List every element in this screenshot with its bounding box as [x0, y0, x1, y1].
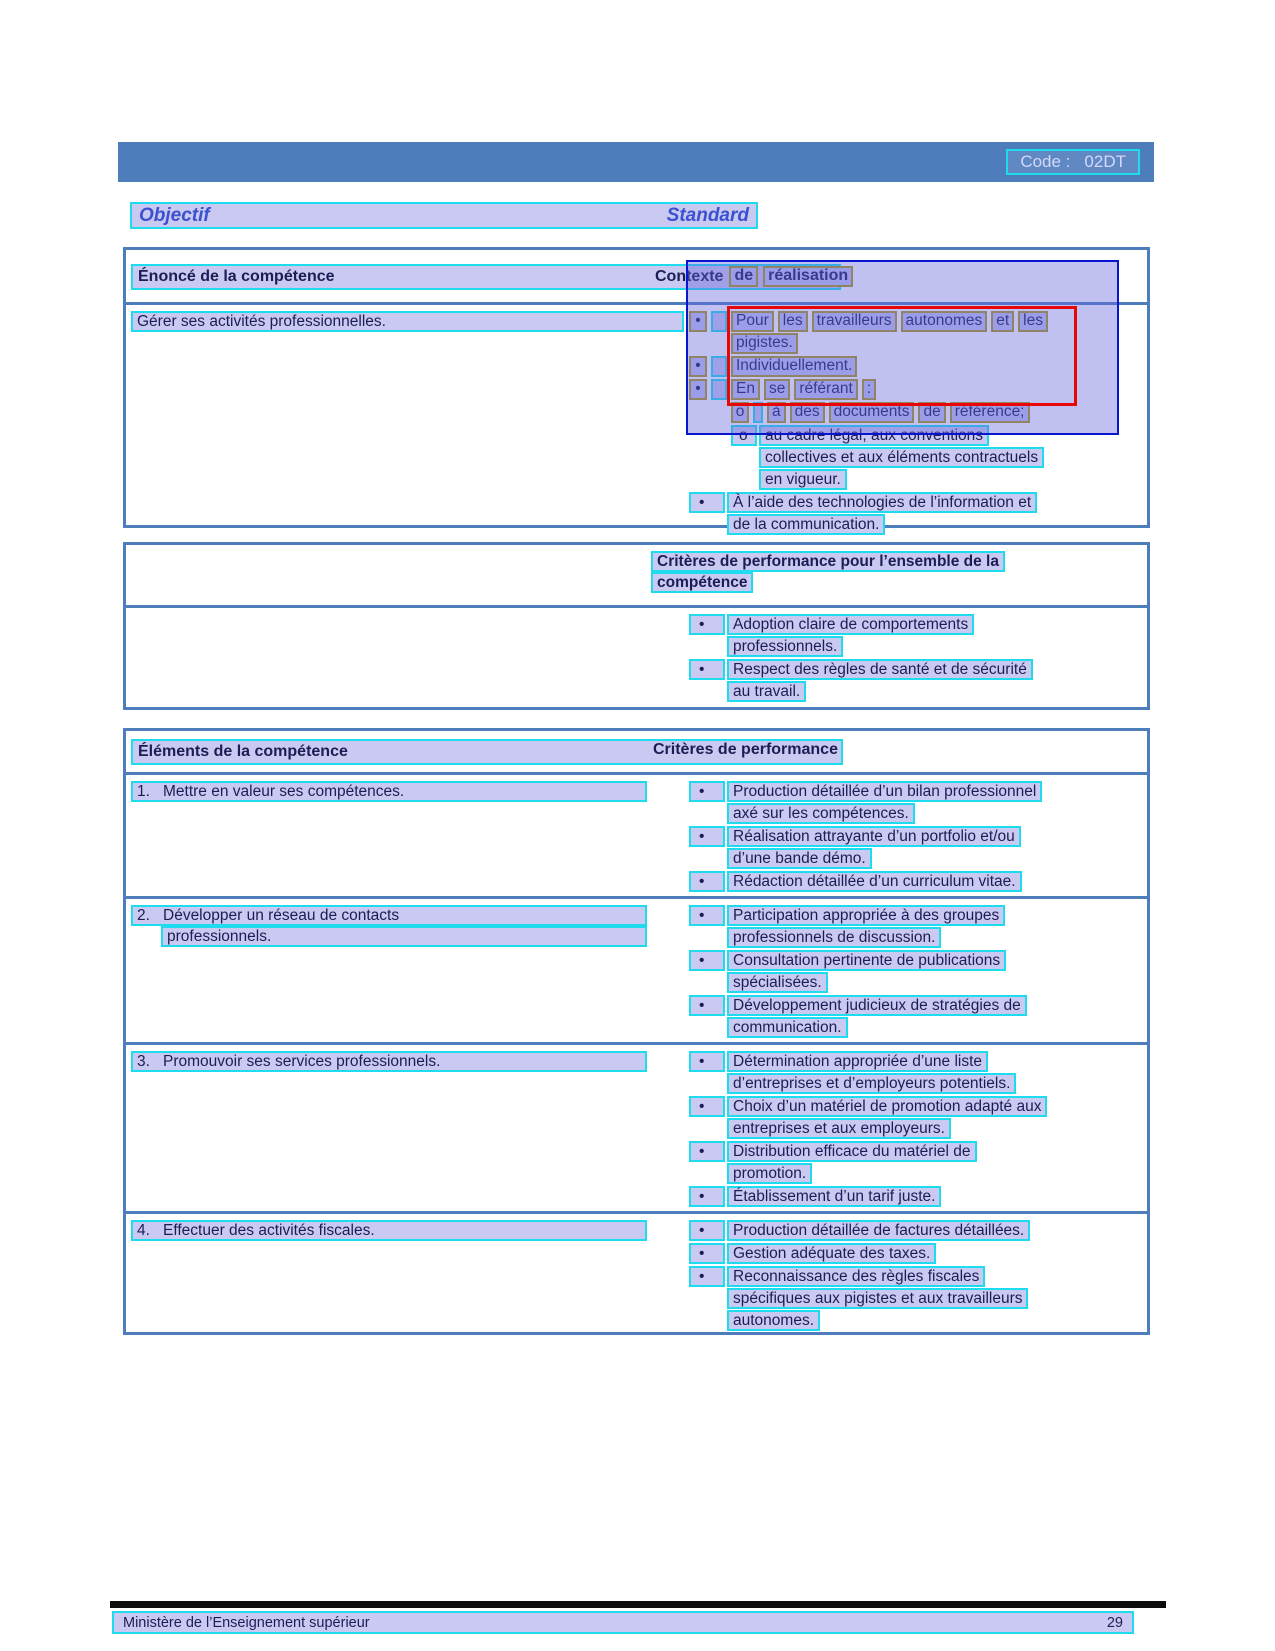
ocr-word: les — [1018, 311, 1048, 332]
ocr-line: spécialisées. — [727, 972, 828, 993]
bullet-item — [689, 614, 1147, 658]
bullet-item — [689, 950, 1147, 994]
criteres-cell — [650, 899, 1147, 1042]
footer-rule — [110, 1601, 1166, 1608]
bullet-lines — [759, 425, 1044, 491]
bullet-line — [727, 1186, 941, 1208]
bullet-icon: • — [689, 826, 725, 847]
bullet-item — [689, 1141, 1147, 1185]
criteres-cell — [650, 1214, 1147, 1340]
bullet-line — [727, 781, 1042, 803]
ocr-line: d’une bande démo. — [727, 848, 872, 869]
ocr-word: documents — [829, 402, 915, 423]
sub-bullet-icon: o — [731, 402, 749, 423]
code-value: 02DT — [1084, 152, 1126, 171]
bullet-item — [731, 425, 1147, 491]
bullet-line — [727, 972, 828, 994]
bullet-lines — [727, 1220, 1030, 1242]
table-row — [126, 775, 1147, 899]
ocr-line: communication. — [727, 1017, 848, 1038]
ocr-line: professionnels de discussion. — [727, 927, 941, 948]
col-header-criteres-text: Critères de performance — [653, 741, 838, 758]
sub-bullet-icon: o — [731, 425, 757, 446]
bullet-lines — [727, 871, 1022, 893]
bullet-item — [689, 826, 1147, 870]
col-header-contexte — [653, 266, 858, 287]
header-line — [651, 572, 1147, 593]
table2-body-row — [126, 608, 1147, 706]
bullet-line — [727, 636, 843, 658]
section-title-strip — [130, 202, 758, 229]
ocr-line: au cadre légal, aux conventions — [759, 425, 989, 446]
ocr-word-line — [731, 356, 861, 377]
item-text: Mettre en valeur ses compétences. — [163, 783, 405, 800]
item-text: Développer un réseau de contacts — [163, 907, 400, 924]
ocr-line: Développement judicieux de stratégies de — [727, 995, 1027, 1016]
ocr-line: Production détaillée de factures détaillées. — [727, 1220, 1030, 1241]
table1-header-strip — [131, 264, 849, 290]
ocr-word: travailleurs — [812, 311, 897, 332]
bullet-line — [727, 514, 885, 536]
col-header-criteres-ensemble — [650, 545, 1147, 605]
bullet-lines — [727, 492, 1037, 536]
bullet-line — [727, 826, 1021, 848]
bullet-line — [727, 1073, 1016, 1095]
ocr-line: axé sur les compétences. — [727, 803, 915, 824]
element-cell — [126, 899, 650, 1042]
ocr-word: : — [862, 379, 876, 400]
element-item — [131, 781, 647, 802]
element-cell — [126, 1045, 650, 1211]
bullet-item — [689, 1243, 1147, 1265]
bullet-icon: • — [689, 905, 725, 926]
code-badge — [1006, 149, 1140, 175]
ocr-line: Réalisation attrayante d’un portfolio et/ou — [727, 826, 1021, 847]
bullet-line — [727, 614, 974, 636]
bullet-lines — [727, 995, 1027, 1039]
header-bar — [118, 142, 1154, 182]
empty-cell — [126, 545, 650, 605]
bullet-lines — [731, 311, 1052, 355]
header-line — [651, 551, 1147, 572]
ocr-line: Participation appropriée à des groupes — [727, 905, 1005, 926]
ocr-word: se — [764, 379, 790, 400]
code-label: Code : — [1020, 152, 1071, 171]
bullet-lines — [727, 1186, 941, 1208]
standard-title: Standard — [666, 204, 749, 226]
bullet-icon: • — [689, 356, 707, 377]
item-text: Promouvoir ses services professionnels. — [163, 1053, 441, 1070]
bullet-icon: • — [689, 1243, 725, 1264]
statement-cell — [126, 305, 650, 539]
bullet-line — [759, 469, 847, 491]
ocr-line: Rédaction détaillée d’un curriculum vitae. — [727, 871, 1022, 892]
criteres-cell — [650, 775, 1147, 896]
bullet-item — [689, 1096, 1147, 1140]
bullet-line — [727, 1051, 988, 1073]
ocr-line: Production détaillée d’un bilan professionnel — [727, 781, 1042, 802]
col-header-criteres — [653, 741, 838, 759]
item-text: Effectuer des activités fiscales. — [163, 1222, 375, 1239]
bullet-item — [689, 1266, 1147, 1332]
bullet-icon: • — [689, 871, 725, 892]
ocr-word: et — [991, 311, 1014, 332]
bullet-line — [727, 803, 915, 825]
bullet-line — [727, 950, 1006, 972]
ocr-word-line — [767, 402, 1034, 423]
ocr-word: des — [790, 402, 825, 423]
ocr-line: professionnels. — [727, 636, 843, 657]
bullet-icon: • — [689, 1266, 725, 1287]
bullet-lines — [727, 826, 1021, 870]
element-item — [131, 1051, 647, 1072]
bullet-line — [727, 1288, 1028, 1310]
ocr-line: Gestion adéquate des taxes. — [727, 1243, 936, 1264]
criteres-cell — [650, 1045, 1147, 1211]
bullet-line — [727, 1163, 812, 1185]
bullet-line — [727, 927, 941, 949]
criteres-ensemble-table — [123, 542, 1150, 710]
bullet-lines — [727, 1266, 1028, 1332]
ocr-line: Reconnaissance des règles fiscales — [727, 1266, 985, 1287]
bullet-line — [727, 1017, 848, 1039]
ocr-line: Détermination appropriée d’une liste — [727, 1051, 988, 1072]
ocr-line: entreprises et aux employeurs. — [727, 1118, 951, 1139]
item-number: 2. — [137, 907, 150, 924]
table3-header-strip — [131, 739, 843, 765]
bullet-icon: • — [689, 781, 725, 802]
ocr-line: compétence — [651, 572, 753, 593]
bullet-line — [727, 1310, 820, 1332]
enonce-competence-table — [123, 247, 1150, 533]
ocr-line: Critères de performance pour l’ensemble de la — [651, 551, 1005, 572]
contexte-cell — [650, 305, 1147, 539]
bullet-item — [689, 311, 1147, 355]
bullet-line — [727, 659, 1033, 681]
ocr-line: en vigueur. — [759, 469, 847, 490]
ocr-word: réalisation — [763, 266, 853, 287]
ocr-word: pigistes. — [731, 333, 798, 354]
bullet-lines — [727, 1243, 936, 1265]
footer-text: Ministère de l’Enseignement supérieur — [123, 1614, 370, 1631]
bullet-item — [689, 1186, 1147, 1208]
bullet-line — [727, 848, 872, 870]
bullet-icon: • — [689, 1186, 725, 1207]
bullet-lines — [731, 379, 880, 401]
bullet-icon: • — [689, 950, 725, 971]
elements-competence-table — [123, 728, 1150, 1335]
bullet-line — [727, 871, 1022, 893]
table-row — [126, 1214, 1147, 1340]
ocr-word: référence; — [950, 402, 1030, 423]
ocr-line: au travail. — [727, 681, 806, 702]
col-header-enonce: Énoncé de la compétence — [138, 268, 335, 285]
bullet-line — [727, 1141, 977, 1163]
ocr-word: référant — [794, 379, 857, 400]
table-row — [126, 1045, 1147, 1214]
bullet-lines — [731, 356, 861, 378]
table3-header-row — [126, 731, 1147, 775]
item-number: 4. — [137, 1222, 150, 1239]
ocr-word: Pour — [731, 311, 774, 332]
table1-body-row — [126, 305, 1147, 539]
ocr-line — [711, 379, 727, 400]
ocr-line: À l’aide des technologies de l’information et — [727, 492, 1037, 513]
bullet-icon: • — [689, 614, 725, 635]
bullet-icon: • — [689, 379, 707, 400]
bullet-item — [689, 379, 1147, 401]
bullet-lines — [767, 402, 1034, 424]
ocr-word: de — [729, 266, 758, 287]
bullet-lines — [727, 781, 1042, 825]
ocr-line — [711, 311, 727, 332]
ocr-word: les — [778, 311, 808, 332]
table1-header-row — [126, 250, 1147, 305]
bullet-lines — [727, 1141, 977, 1185]
ocr-line — [711, 356, 727, 377]
bullet-item — [689, 1051, 1147, 1095]
bullet-line — [727, 1220, 1030, 1242]
bullet-item — [689, 781, 1147, 825]
bullet-line — [727, 905, 1005, 927]
element-item-line: professionnels. — [161, 926, 647, 947]
element-item — [131, 1220, 647, 1241]
bullet-item — [689, 1220, 1147, 1242]
ocr-line: Établissement d’un tarif juste. — [727, 1186, 941, 1207]
item-number: 1. — [137, 783, 150, 800]
bullet-icon: • — [689, 1051, 725, 1072]
bullet-line — [759, 425, 989, 447]
bullet-line — [727, 1266, 985, 1288]
competence-statement: Gérer ses activités professionnelles. — [131, 311, 684, 332]
bullet-icon: • — [689, 995, 725, 1016]
bullet-lines — [727, 950, 1006, 994]
item-number: 3. — [137, 1053, 150, 1070]
bullet-icon: • — [689, 1141, 725, 1162]
bullet-line — [727, 1096, 1047, 1118]
ocr-word-line — [731, 311, 1052, 332]
ocr-line — [753, 402, 763, 423]
col-header-elements: Éléments de la compétence — [138, 743, 348, 760]
bullet-lines — [727, 1096, 1047, 1140]
bullet-line — [727, 1118, 951, 1140]
bullet-item — [731, 402, 1147, 424]
bullet-line — [727, 492, 1037, 514]
ocr-line: Adoption claire de comportements — [727, 614, 974, 635]
ocr-line: autonomes. — [727, 1310, 820, 1331]
ocr-word-line — [731, 333, 802, 354]
ocr-line: d’entreprises et d’employeurs potentiels. — [727, 1073, 1016, 1094]
ocr-word: à — [767, 402, 786, 423]
criteres-ensemble-cell — [650, 608, 1147, 706]
objectif-title: Objectif — [139, 204, 210, 226]
ocr-word: En — [731, 379, 760, 400]
ocr-word: autonomes — [901, 311, 988, 332]
bullet-item — [689, 905, 1147, 949]
bullet-line — [727, 995, 1027, 1017]
bullet-icon: • — [689, 659, 725, 680]
empty-cell — [126, 608, 650, 706]
footer-strip — [112, 1611, 1134, 1634]
bullet-line — [727, 681, 806, 703]
ocr-line: collectives et aux éléments contractuels — [759, 447, 1044, 468]
bullet-line — [759, 447, 1044, 469]
element-item — [131, 905, 647, 926]
bullet-item — [689, 995, 1147, 1039]
element-cell — [126, 1214, 650, 1340]
ocr-line: de la communication. — [727, 514, 885, 535]
ocr-word: Individuellement. — [731, 356, 857, 377]
bullet-line — [727, 1243, 936, 1265]
bullet-item — [689, 492, 1147, 536]
bullet-item — [689, 871, 1147, 893]
bullet-lines — [727, 659, 1033, 703]
ocr-line: spécifiques aux pigistes et aux travailleurs — [727, 1288, 1028, 1309]
ocr-line: Respect des règles de santé et de sécurité — [727, 659, 1033, 680]
table2-header-row — [126, 545, 1147, 608]
bullet-lines — [727, 614, 974, 658]
ocr-line: Distribution efficace du matériel de — [727, 1141, 977, 1162]
page-number: 29 — [1106, 1614, 1123, 1631]
ocr-word: de — [918, 402, 945, 423]
table-row — [126, 899, 1147, 1045]
element-cell — [126, 775, 650, 896]
bullet-item — [689, 356, 1147, 378]
bullet-lines — [727, 905, 1005, 949]
header-text: Contexte — [655, 267, 724, 285]
bullet-icon: • — [689, 311, 707, 332]
bullet-icon: • — [689, 1220, 725, 1241]
bullet-item — [689, 659, 1147, 703]
ocr-line: Consultation pertinente de publications — [727, 950, 1006, 971]
bullet-icon: • — [689, 492, 725, 513]
ocr-line: Choix d’un matériel de promotion adapté aux — [727, 1096, 1047, 1117]
ocr-word-line — [731, 379, 880, 400]
bullet-icon: • — [689, 1096, 725, 1117]
bullet-lines — [727, 1051, 1016, 1095]
ocr-line: promotion. — [727, 1163, 812, 1184]
